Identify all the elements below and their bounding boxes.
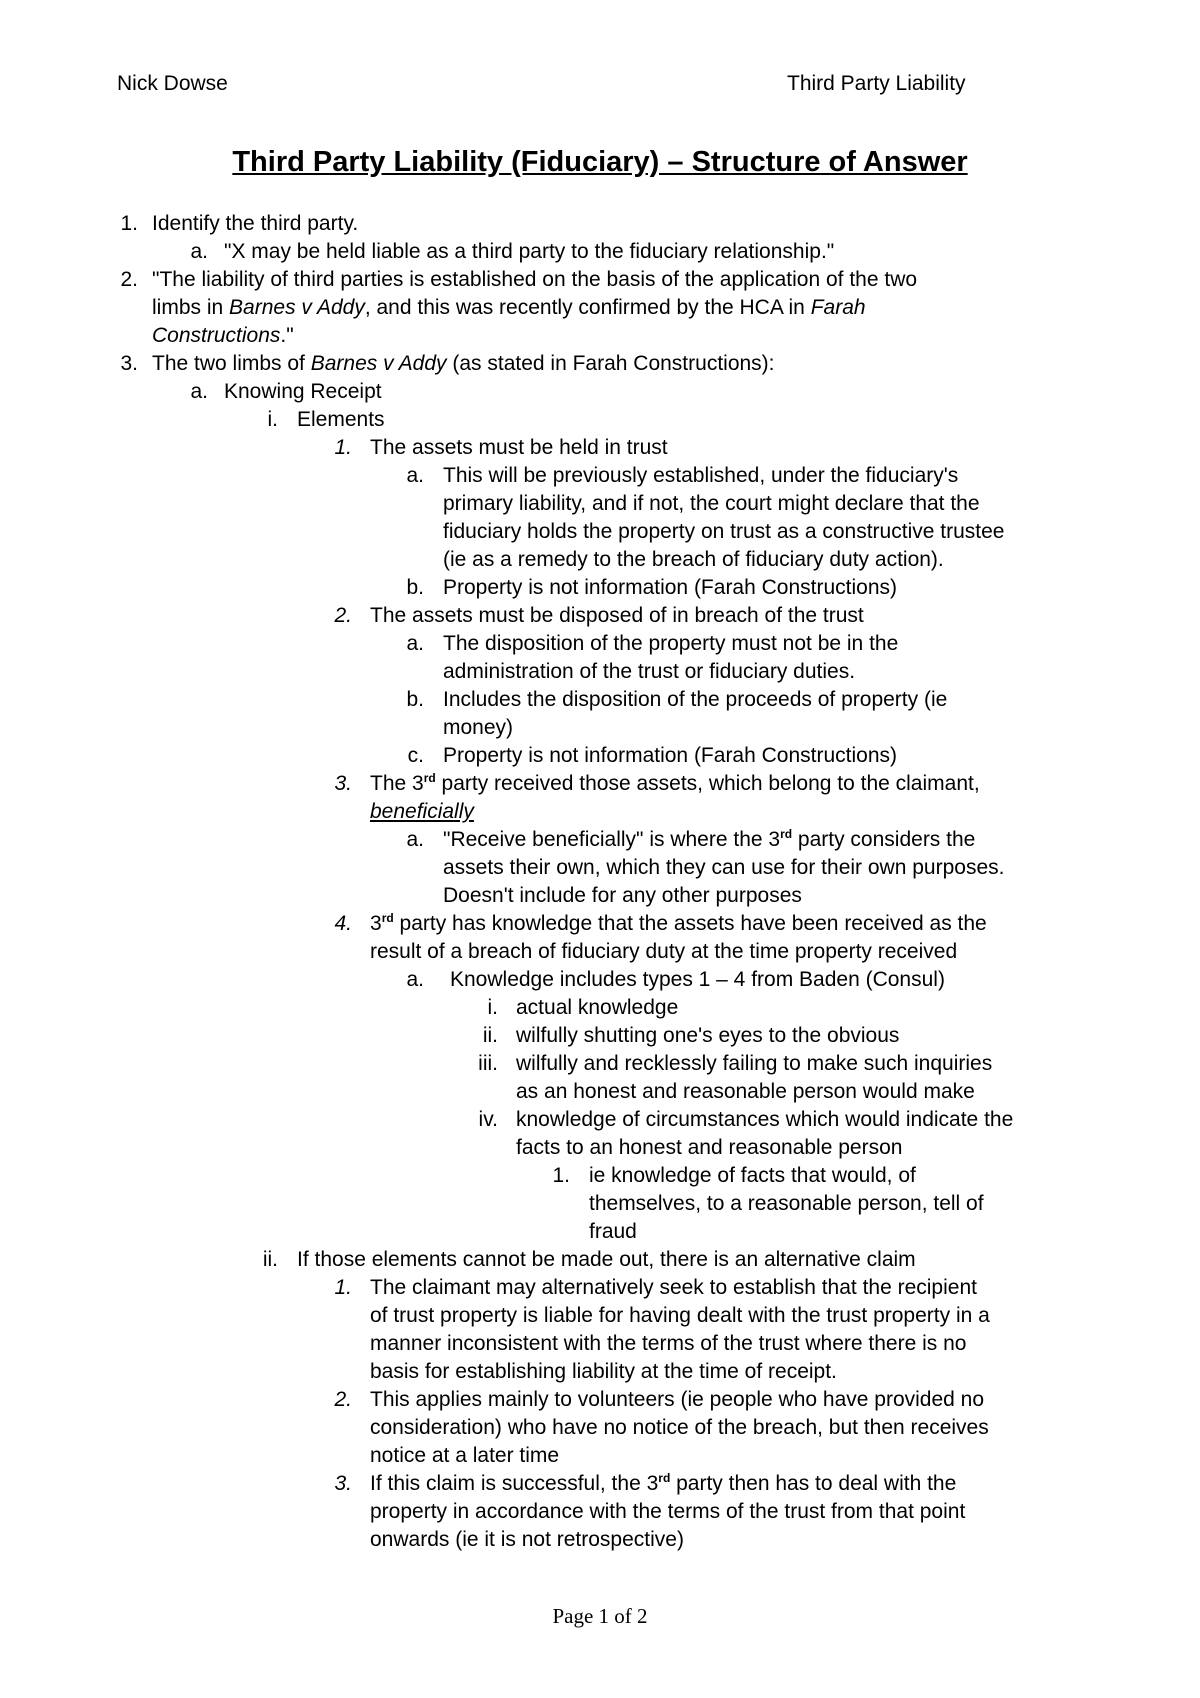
list-marker: i.	[487, 996, 498, 1019]
list-item-line: limbs in Barnes v Addy, and this was recently confirmed by the HCA in Farah	[152, 296, 866, 319]
list-item: knowledge of circumstances which would indicate the	[516, 1108, 1014, 1131]
list-item: This will be previously established, under the fiduciary's	[443, 464, 959, 487]
list-marker: 1.	[334, 1276, 352, 1299]
list-marker: 1.	[120, 212, 138, 235]
page-number: Page 1 of 2	[552, 1604, 648, 1628]
list-item: wilfully and recklessly failing to make such inquiries	[516, 1052, 993, 1075]
list-item-line: (ie as a remedy to the breach of fiduciary duty action).	[443, 548, 944, 571]
list-marker: a.	[406, 632, 424, 655]
list-item: If those elements cannot be made out, there is an alternative claim	[297, 1248, 916, 1271]
list-item-line: themselves, to a reasonable person, tell of	[589, 1192, 984, 1215]
list-item-line: facts to an honest and reasonable person	[516, 1136, 903, 1159]
list-item-line: beneficially	[370, 800, 474, 823]
list-item: Knowledge includes types 1 – 4 from Baden (Consul)	[450, 968, 945, 991]
list-marker: 4.	[334, 912, 352, 935]
list-marker: 2.	[334, 1388, 352, 1411]
list-item-line: result of a breach of fiduciary duty at the time property received	[370, 940, 958, 963]
list-item-line: basis for establishing liability at the time of receipt.	[370, 1360, 837, 1383]
list-item-line: Constructions."	[152, 324, 294, 347]
list-marker: 2.	[120, 268, 138, 291]
list-marker: iv.	[478, 1108, 498, 1131]
list-item: Includes the disposition of the proceeds of property (ie	[443, 688, 948, 711]
list-item: This applies mainly to volunteers (ie people who have provided no	[370, 1388, 985, 1411]
list-item: actual knowledge	[516, 996, 679, 1019]
list-item-line: fraud	[589, 1220, 637, 1243]
list-item-line: assets their own, which they can use for their own purposes.	[443, 856, 1005, 879]
list-marker: b.	[406, 576, 424, 599]
list-item: The 3rd party received those assets, which belong to the claimant,	[370, 771, 980, 795]
list-item-line: Doesn't include for any other purposes	[443, 884, 802, 907]
header-topic: Third Party Liability	[787, 72, 966, 95]
list-item-line: primary liability, and if not, the court might declare that the	[443, 492, 980, 515]
list-item-line: as an honest and reasonable person would make	[516, 1080, 975, 1103]
list-marker: b.	[406, 688, 424, 711]
list-marker: 3.	[334, 772, 352, 795]
list-item: Property is not information (Farah Constructions)	[443, 576, 898, 599]
list-item-line: money)	[443, 716, 514, 739]
document-title: Third Party Liability (Fiduciary) – Structure of Answer	[232, 146, 968, 178]
list-item: Knowing Receipt	[224, 380, 382, 403]
list-marker: a.	[190, 240, 208, 263]
list-marker: iii.	[478, 1052, 498, 1075]
list-item-line: onwards (ie it is not retrospective)	[370, 1528, 684, 1551]
list-item-line: property in accordance with the terms of the trust from that point	[370, 1500, 966, 1523]
list-marker: i.	[267, 408, 278, 431]
list-marker: a.	[406, 464, 424, 487]
list-item-line: administration of the trust or fiduciary duties.	[443, 660, 856, 683]
list-marker: 3.	[334, 1472, 352, 1495]
list-item: Identify the third party.	[152, 212, 359, 235]
list-marker: ii.	[482, 1024, 498, 1047]
list-item: The assets must be disposed of in breach of the trust	[370, 604, 864, 627]
list-marker: c.	[407, 744, 424, 767]
list-item: The claimant may alternatively seek to establish that the recipient	[370, 1276, 977, 1299]
list-marker: 1.	[552, 1164, 570, 1187]
list-item: Elements	[297, 408, 385, 431]
list-marker: 2.	[334, 604, 352, 627]
list-item-line: notice at a later time	[370, 1444, 560, 1467]
list-item: The assets must be held in trust	[370, 436, 668, 459]
list-item-line: manner inconsistent with the terms of the trust where there is no	[370, 1332, 967, 1355]
list-marker: a.	[190, 380, 208, 403]
list-item: "Receive beneficially" is where the 3rd party considers the	[443, 827, 976, 851]
list-item-line: of trust property is liable for having dealt with the trust property in a	[370, 1304, 990, 1327]
header-author: Nick Dowse	[117, 72, 228, 95]
list-item: "The liability of third parties is established on the basis of the application of the two	[152, 268, 918, 291]
list-marker: 3.	[120, 352, 138, 375]
list-item: "X may be held liable as a third party to the fiduciary relationship."	[224, 240, 835, 263]
list-item-line: fiduciary holds the property on trust as a constructive trustee	[443, 520, 1005, 543]
list-item: wilfully shutting one's eyes to the obvious	[516, 1024, 900, 1047]
list-item-line: consideration) who have no notice of the breach, but then receives	[370, 1416, 989, 1439]
list-item: 3rd party has knowledge that the assets have been received as the	[370, 911, 987, 935]
list-item: The two limbs of Barnes v Addy (as stated in Farah Constructions):	[152, 352, 775, 375]
list-item: ie knowledge of facts that would, of	[589, 1164, 916, 1187]
list-marker: a.	[406, 968, 424, 991]
list-item: The disposition of the property must not be in the	[443, 632, 899, 655]
list-marker: 1.	[334, 436, 352, 459]
list-marker: a.	[406, 828, 424, 851]
list-marker: ii.	[262, 1248, 278, 1271]
list-item: If this claim is successful, the 3rd party then has to deal with the	[370, 1471, 957, 1495]
list-item: Property is not information (Farah Constructions)	[443, 744, 898, 767]
